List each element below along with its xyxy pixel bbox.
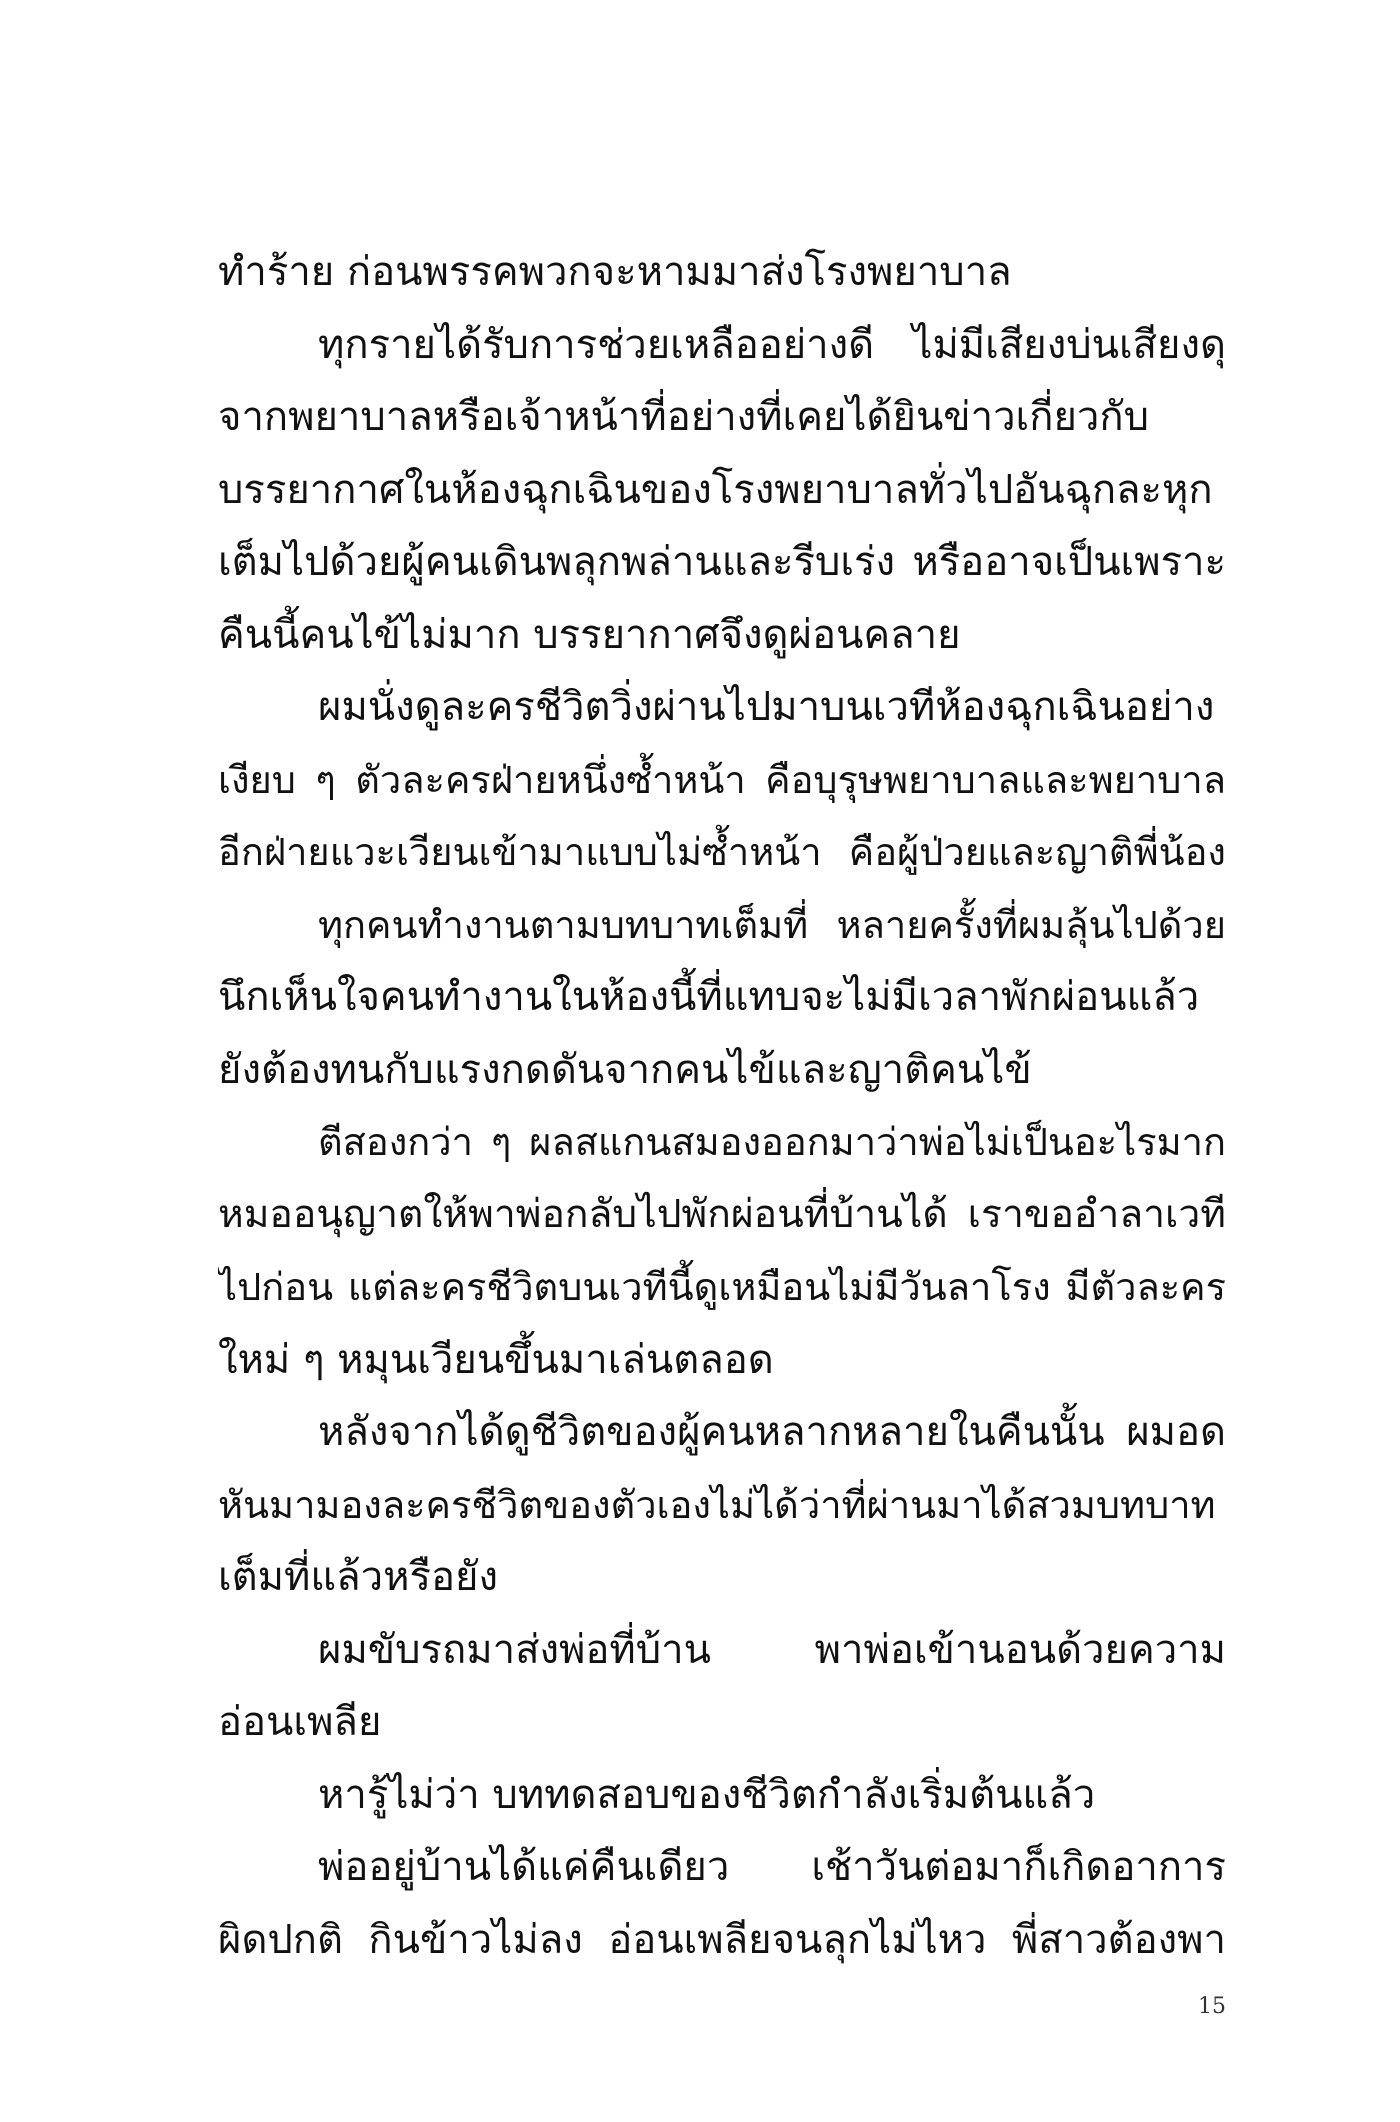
text-line: อ่อนเพลีย xyxy=(218,1699,382,1745)
text-line: เงียบ ๆ ตัวละครฝ่ายหนึ่งซ้ำหน้า คือบุรุษพยาบาลและพยาบาล xyxy=(218,757,1226,802)
text-line: หันมามองละครชีวิตของตัวเองไม่ได้ว่าที่ผ่านมาได้สวมบทบาท xyxy=(218,1482,1216,1527)
text-line: อีกฝ่ายแวะเวียนเข้ามาแบบไม่ซ้ำหน้า คือผู้ป่วยและญาติพี่น้อง xyxy=(218,830,1226,874)
text-line: เต็มที่แล้วหรือยัง xyxy=(218,1554,498,1600)
text-line: ทุกคนทำงานตามบทบาทเต็มที่ หลายครั้งที่ผมลุ้นไปด้วย xyxy=(318,902,1226,947)
page-number: 15 xyxy=(1198,1994,1226,2019)
text-line: หารู้ไม่ว่า บททดสอบของชีวิตกำลังเริ่มต้นแล้ว xyxy=(318,1771,1096,1818)
text-line: นึกเห็นใจคนทำงานในห้องนี้ที่แทบจะไม่มีเวลาพักผ่อนแล้ว xyxy=(218,974,1200,1020)
text-line: ใหม่ ๆ หมุนเวียนขึ้นมาเล่นตลอด xyxy=(218,1336,774,1383)
text-line: ตีสองกว่า ๆ ผลสแกนสมองออกมาว่าพ่อไม่เป็นอะไรมาก xyxy=(318,1120,1226,1164)
text-line: ผมขับรถมาส่งพ่อที่บ้าน พาพ่อเข้านอนด้วยความ xyxy=(318,1626,1226,1673)
text-line: ไปก่อน แต่ละครชีวิตบนเวทีนี้ดูเหมือนไม่มีวันลาโรง มีตัวละคร xyxy=(218,1265,1226,1309)
text-line: ผมนั่งดูละครชีวิตวิ่งผ่านไปมาบนเวทีห้องฉุกเฉินอย่าง xyxy=(318,684,1215,730)
text-line: เต็มไปด้วยผู้คนเดินพลุกพล่านและรีบเร่ง หรืออาจเป็นเพราะ xyxy=(218,539,1226,585)
text-line: ทุกรายได้รับการช่วยเหลืออย่างดี ไม่มีเสียงบ่นเสียงดุ xyxy=(318,321,1226,368)
text-line: หลังจากได้ดูชีวิตของผู้คนหลากหลายในคืนนั้น ผมอด xyxy=(318,1409,1226,1455)
text-line: ผิดปกติ กินข้าวไม่ลง อ่อนเพลียจนลุกไม่ไหว พี่สาวต้องพา xyxy=(218,1916,1226,1963)
text-line: ยังต้องทนกับแรงกดดันจากคนไข้และญาติคนไข้ xyxy=(218,1046,1032,1093)
text-line: บรรยากาศในห้องฉุกเฉินของโรงพยาบาลทั่วไปอันฉุกละหุก xyxy=(218,466,1213,513)
text-line: ทำร้าย ก่อนพรรคพวกจะหามมาส่งโรงพยาบาล xyxy=(218,249,1012,295)
text-line: หมออนุญาตให้พาพ่อกลับไปพักผ่อนที่บ้านได้ เราขออำลาเวที xyxy=(218,1191,1226,1237)
text-line: จากพยาบาลหรือเจ้าหน้าที่อย่างที่เคยได้ยินข่าวเกี่ยวกับ xyxy=(218,394,1149,440)
text-line: พ่ออยู่บ้านได้แค่คืนเดียว เช้าวันต่อมาก็เกิดอาการ xyxy=(318,1844,1226,1890)
body-text xyxy=(218,236,1226,1976)
text-line: คืนนี้คนไข้ไม่มาก บรรยากาศจึงดูผ่อนคลาย xyxy=(218,611,961,658)
